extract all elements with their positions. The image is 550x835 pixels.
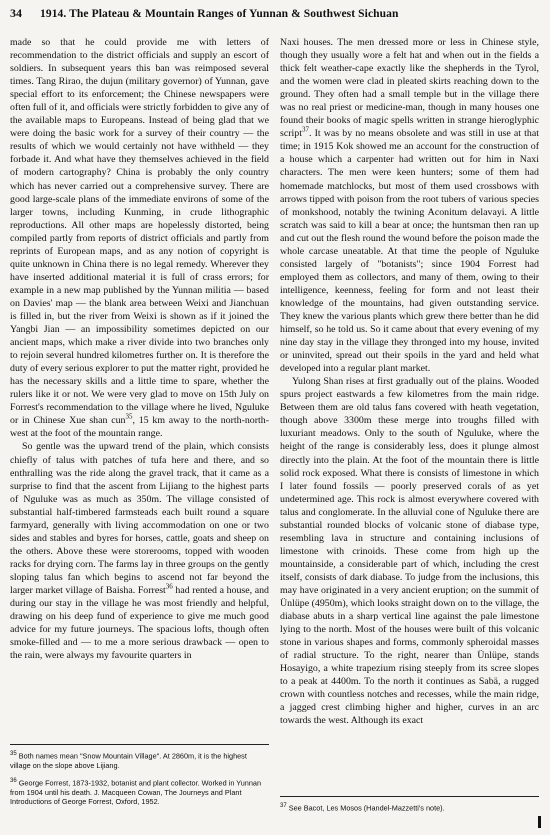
paragraph: Yulong Shan rises at first gradually out of the plains. Wooded spurs project eastwards a few kilometres from the main ridge. Between them are old talus fans covered with heath vegetation, though above 3300m these merge into troughs filled with luxuriant meadows. Only to the south of Nguluke, where the height of the range is considerably less, does it plunge almost directly into the plain. At the foot of the mountain there is little solid rock exposed. What there is consists of limestone in which I later found fossils — poorly preserved corals of as yet undetermined age. This rock is almost everywhere covered with talus and conglomerate. In the alluvial cone of Nguluke there are substantial rounded blocks of volcanic stone of diabase type, resembling lava in structure and containing inclusions of limestone with crinoids. These come from high up the mountainside, a considerable part of which, including the crest itself, consists of dark diabase. To judge from the inclusions, this may have originated in a very ancient eruption; on the summit of Ünlüpe (4950m), which looks straight down on to the village, the diabase abuts in a sharp vertical line against the pale limestone lying to the north. Most of the houses were built of this volcanic stone in various shapes and forms, commonly spheroidal masses of radial structure. To the right, nearer than Ünlüpe, stands Hosayigo, a white trapezium rising steeply from its scree slopes to a peak at 4400m. To the north it continues as Sabä, a rugged crown with countless notches and recesses, while the main ridge, a jagged crest climbing higher and higher, curves in an arc towards the west. Although its exact bbox=[280, 376, 539, 727]
footnotes-right bbox=[280, 796, 539, 820]
footnote-ref[interactable]: 36 bbox=[165, 582, 173, 591]
footnote-ref[interactable]: 35 bbox=[125, 413, 133, 422]
footnote-ref[interactable]: 37 bbox=[301, 126, 309, 135]
left-text-column bbox=[10, 36, 269, 662]
footnote: $^{35}$ Both names mean "Snow Mountain Village". At 2860m, it is the highest village on the slope above Lijiang. bbox=[10, 751, 247, 770]
right-text-column bbox=[280, 36, 539, 727]
running-title: 1914. The Plateau & Mountain Ranges of Yunnan & Southwest Sichuan bbox=[40, 8, 399, 20]
page-header bbox=[10, 6, 538, 26]
footnote: $^{37}$ See Bacot, Les Mosos (Handel-Mazzetti's note). bbox=[280, 803, 445, 813]
footnote: $^{36}$ George Forrest, 1873-1932, botanist and plant collector. Worked in Yunnan from 1904 until his death. J. Macqueen Cowan, The Journeys and Plant Introductions of George Forrest, Oxford, 1952. bbox=[10, 778, 262, 807]
paragraph: So gentle was the upward trend of the plain, which consists chiefly of talus with patches of tufa here and there, and so enthralling was the ride along the gravel track, that it came as a surprise to find that the ascent from Lijiang to the highest parts of Nguluke was as much as 350m. The village consisted of substantial half-timbered farmsteads each built round a square farmyard, generally with living accommodation on one or two sides and stables and byres for horses, cattle, goats and sheep on the others. Above these were storerooms, topped with wooden racks for drying corn. The farms lay in three groups on the gently sloping talus fan which begins to ascend not far beyond the larger market village of Baisha. Forrest$^{36}$ had rented a house, and during our stay in the village he was most friendly and helpful, drawing on his deep fund of experience to give me much good advice for my future journeys. The spacious lofts, though often smoke-filled and — to me a more serious drawback — open to the rain, were always my favourite quarters in bbox=[10, 441, 269, 662]
paragraph: Naxi houses. The men dressed more or less in Chinese style, though they usually wore a felt hat and when out in the fields a thick felt weather-cape exactly like the shepherds in the Tyrol, and the women were clad in pleated skirts reaching down to the ground. They often had a small temple but in the village there was no real priest or medicine-man, though in many houses one found their books of magic spells written in strange hieroglyphic script$^{37}$. It was by no means obsolete and was still in use at that time; in 1915 Kok showed me an account for the construction of a house which a carpenter had written out for him in Naxi characters. The men were keen hunters; some of them had homemade matchlocks, but most of them used crossbows with arrows tipped with poison from the root tubers of various species of monkshood, notably the twining Aconitum delavayi. A little scratch was said to kill a bear at once; the huntsman then ran up and cut out the flesh round the wound before the poison made the whole carcase uneatable. At that time the people of Nguluke consisted largely of "botanists"; since 1904 Forrest had employed them as collectors, and many of them, owing to their intelligence, keenness, feeling for form and not least their knowledge of the mountains, had given outstanding service. They knew the various plants which grew there better than he did himself, so he told us. So it came about that every evening of my nine day stay in the village they thronged into my house, invited or uninvited, spread out their spoils in the yard and held what developed into a regular plant market. bbox=[280, 37, 539, 375]
edge-mark bbox=[538, 816, 541, 828]
footnotes-left bbox=[10, 744, 269, 814]
paragraph: made so that he could provide me with letters of recommendation to the district officials and supply an escort of soldiers. In subsequent years this ban was reimposed several times. Tang Rirao, the dujun (military governor) of Yunnan, gave special effort to its enforcement; the Chinese newspapers were often full of it, and officials were strictly forbidden to give any of the available maps to Europeans. Instead of being glad that we were doing the basic work for a survey of their country — the results of which we would certainly not have withheld — they forbade it. And what have they themselves achieved in the field of modern cartography? China is probably the only country which has never carried out a comprehensive survey. There are good large-scale plans of the immediate environs of some of the larger towns, including Kunming, in crude lithographic reproductions. All other maps are hopelessly distorted, being compiled partly from reports of district officials and partly from reprints of European maps, and as any notion of copyright is quite unknown in China there is no legal remedy. Wherever they have inserted additional material it is full of crass errors; for example in a new map published by the Yunnan militia — based on Davies' map — the blank area between Weixi and Jianchuan is filled in, but the river from Weixi is shown as if it joined the Yangbi Jian — an impossibility sometimes depicted on our ancient maps, which make a river divide into two branches only to rejoin several hundred kilometres further on. It is therefore the duty of every serious explorer to put the matter right, provided he has the necessary skills and a little time to spare, whether the rulers like it or not. We were very glad to move on 15th July on Forrest's recommendation to the village where he lived, Nguluke or in Chinese Xue shan cun$^{35}$, 15 km away to the north-north-west at the foot of the mountain range. bbox=[10, 37, 269, 440]
page-number: 34 bbox=[10, 6, 22, 20]
